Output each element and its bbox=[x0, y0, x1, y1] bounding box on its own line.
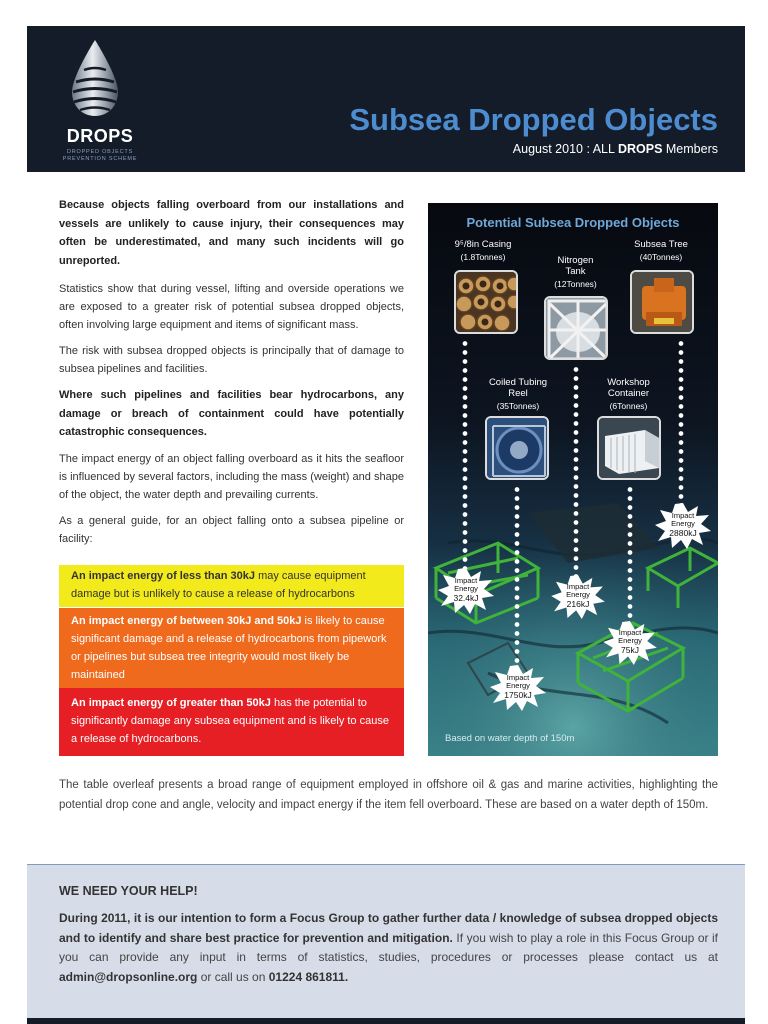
footer-bar bbox=[27, 1018, 745, 1024]
page-title: Subsea Dropped Objects bbox=[349, 102, 718, 137]
casing-photo bbox=[454, 270, 518, 334]
drops-logo[interactable] bbox=[60, 38, 140, 162]
water-drop-logo-icon bbox=[68, 38, 122, 118]
impact-band-low: An impact energy of less than 30kJ may cause equipment damage but is unlikely to cause a release of hydrocarbons bbox=[59, 565, 404, 607]
dropped-objects-infographic bbox=[428, 203, 718, 756]
intro-paragraph-risk: The risk with subsea dropped objects is principally that of damage to subsea pipelines and facilities. bbox=[59, 345, 404, 375]
contact-email-link[interactable]: admin@dropsonline.org bbox=[59, 969, 198, 984]
impact-burst-coiled-tubing: Impact Energy 1750kJ bbox=[490, 665, 546, 711]
drop-line-tree bbox=[678, 339, 684, 511]
help-callout bbox=[27, 864, 745, 1024]
help-title: WE NEED YOUR HELP! bbox=[59, 884, 198, 898]
coiled-tubing-reel-photo bbox=[485, 416, 549, 480]
header-banner bbox=[27, 26, 745, 172]
drop-line-coiled bbox=[514, 485, 520, 663]
overleaf-paragraph: The table overleaf presents a broad range of equipment employed in offshore oil & gas and marine activities, highlighting the potential drop cone and angle, velocity and impact energy if the item fell overboard. These are based on a water depth of 150m. bbox=[59, 779, 718, 811]
logo-tagline: DROPPED OBJECTS PREVENTION SCHEME bbox=[62, 149, 138, 162]
intro-paragraph-guide: As a general guide, for an object falling onto a subsea pipeline or facility: bbox=[59, 514, 404, 545]
nitrogen-tank-photo bbox=[544, 296, 608, 360]
impact-burst-casing: Impact Energy 32.4kJ bbox=[438, 568, 494, 614]
impact-band-medium: An impact energy of between 30kJ and 50kJ is likely to cause significant damage and a release of hydrocarbons from pipework or pipelines but subsea tree integrity would most likely be maintained bbox=[59, 608, 404, 688]
drop-line-nitrogen bbox=[573, 365, 579, 581]
impact-burst-workshop: Impact Energy 75kJ bbox=[603, 621, 657, 665]
page-subtitle: August 2010 : ALL DROPS Members bbox=[512, 142, 718, 156]
label-nitrogen-tank: Nitrogen Tank (12Tonnes) bbox=[554, 255, 597, 289]
logo-wordmark: DROPS bbox=[66, 126, 134, 146]
impact-band-high: An impact energy of greater than 50kJ has the potential to significantly damage any subsea equipment and is likely to cause a release of hydrocarbons. bbox=[59, 688, 404, 756]
water-depth-note: Based on water depth of 150m bbox=[445, 733, 575, 744]
workshop-container-photo bbox=[597, 416, 661, 480]
label-casing: 9⁵/8in Casing (1.8Tonnes) bbox=[454, 239, 512, 262]
drop-line-workshop bbox=[627, 485, 633, 621]
help-body: During 2011, it is our intention to form a Focus Group to gather further data / knowledge of subsea dropped objects and to identify and share best practice for prevention and mitigation. If you wish to play a role in this Focus Group or if you can provide any input in terms of statistics, studies, procedures or processes please contact us at admin@dropsonline.org or call us on 01224 861811. bbox=[59, 911, 719, 984]
intro-lead: Because objects falling overboard from our installations and vessels are unlikely to cause injury, their consequences may often be underestimated, and many such incidents will go unreported. bbox=[59, 199, 404, 267]
contact-phone: 01224 861811. bbox=[268, 969, 349, 984]
infographic-title: Potential Subsea Dropped Objects bbox=[466, 215, 680, 230]
impact-burst-nitrogen: Impact Energy 216kJ bbox=[551, 575, 605, 619]
intro-paragraph-statistics: Statistics show that during vessel, lifting and overside operations we are exposed to a greater risk of potential subsea dropped objects, often involving large equipment and items of significant mass. bbox=[59, 283, 404, 331]
intro-paragraph-hydrocarbons: Where such pipelines and facilities bear hydrocarbons, any damage or breach of containment could have potentially catastrophic consequences. bbox=[59, 389, 404, 438]
impact-burst-subsea-tree: Impact Energy 2880kJ bbox=[654, 503, 712, 549]
subsea-tree-photo bbox=[630, 270, 694, 334]
label-subsea-tree: Subsea Tree (40Tonnes) bbox=[634, 239, 688, 262]
intro-paragraph-impact-energy: The impact energy of an object falling overboard as it hits the seafloor is influenced by several factors, including the mass (weight) and shape of the object, the water depth and prevailing currents. bbox=[59, 452, 404, 501]
drop-line-casing bbox=[462, 339, 468, 569]
label-coiled-tubing-reel: Coiled Tubing Reel (35Tonnes) bbox=[488, 377, 548, 411]
intro-column bbox=[59, 196, 404, 556]
label-workshop-container: Workshop Container (6Tonnes) bbox=[607, 377, 650, 411]
